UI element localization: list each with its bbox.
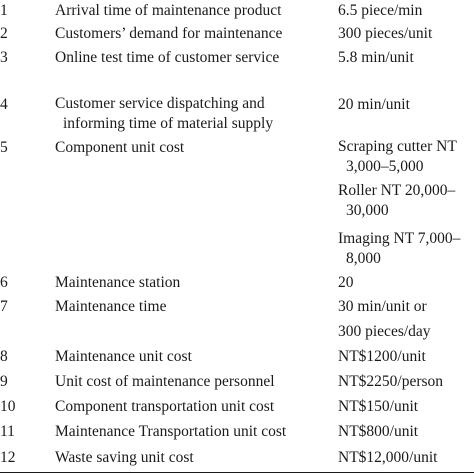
- row-value-line2: 300 pieces/day: [338, 323, 431, 340]
- row-number: 1: [0, 2, 8, 19]
- row-number: 7: [0, 298, 8, 315]
- row-value: NT$1200/unit: [338, 348, 426, 365]
- table-bottom-rule: [0, 472, 474, 473]
- row-value: 5.8 min/unit: [338, 49, 414, 66]
- row-number: 6: [0, 274, 8, 291]
- row-item: Waste saving unit cost: [55, 449, 194, 466]
- value-line: Imaging NT 7,000–: [338, 230, 461, 247]
- row-number: 4: [0, 96, 8, 113]
- row-value: 20 min/unit: [338, 96, 410, 113]
- row-item-line2: informing time of material supply: [63, 115, 274, 132]
- row-item: Maintenance Transportation unit cost: [55, 423, 287, 440]
- row-item: Online test time of customer service: [55, 49, 280, 66]
- row-value: 20: [338, 274, 354, 291]
- value-line: 8,000: [346, 250, 381, 267]
- row-item: Maintenance unit cost: [55, 348, 192, 365]
- value-line: Scraping cutter NT: [338, 138, 457, 155]
- row-value: NT$12,000/unit: [338, 449, 438, 466]
- row-value-line1: 30 min/unit or: [338, 298, 427, 315]
- row-value: NT$800/unit: [338, 423, 419, 440]
- row-item: Arrival time of maintenance product: [55, 2, 282, 19]
- row-number: 11: [0, 423, 15, 440]
- value-line: 3,000–5,000: [346, 158, 424, 175]
- row-value: 300 pieces/unit: [338, 25, 433, 42]
- row-item: Maintenance time: [55, 298, 167, 315]
- row-item: Component transportation unit cost: [55, 398, 275, 415]
- row-number: 5: [0, 139, 8, 156]
- row-number: 12: [0, 449, 16, 466]
- row-number: 3: [0, 49, 8, 66]
- row-number: 10: [0, 398, 16, 415]
- row-value: NT$150/unit: [338, 398, 419, 415]
- row-item: Maintenance station: [55, 274, 181, 291]
- row-item: Customers’ demand for maintenance: [55, 25, 283, 42]
- row-item: Unit cost of maintenance personnel: [55, 373, 275, 390]
- row-item-line1: Customer service dispatching and: [55, 95, 265, 112]
- row-value: NT$2250/person: [338, 373, 444, 390]
- row-number: 8: [0, 348, 8, 365]
- row-number: 2: [0, 25, 8, 42]
- value-line: Roller NT 20,000–: [338, 182, 456, 199]
- value-line: 30,000: [346, 202, 389, 219]
- row-number: 9: [0, 373, 8, 390]
- row-item: Component unit cost: [55, 139, 185, 156]
- row-value: 6.5 piece/min: [338, 2, 423, 19]
